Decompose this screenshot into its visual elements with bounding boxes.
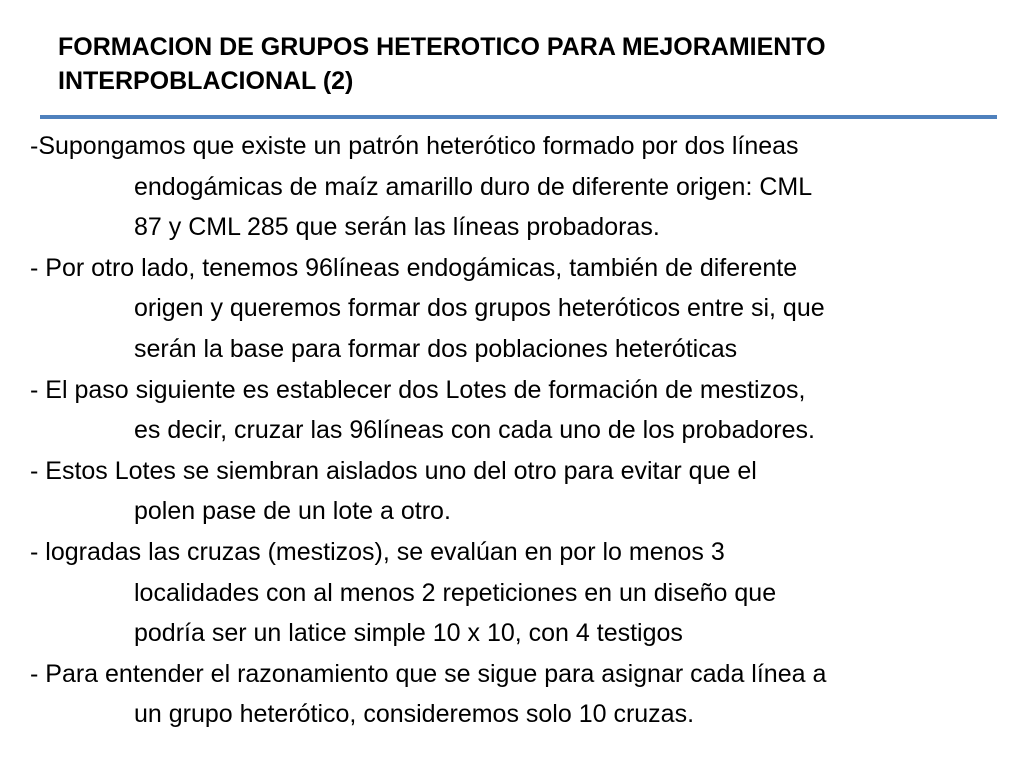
bullet-paragraph <box>30 532 1015 654</box>
bullet-continuation: un grupo heterótico, consideremos solo 10 cruzas. <box>134 700 695 729</box>
bullet-continuation: localidades con al menos 2 repeticiones en un diseño que <box>134 578 777 607</box>
bullet-continuation: endogámicas de maíz amarillo duro de diferente origen: CML <box>134 172 813 201</box>
bullet-paragraph <box>30 654 1015 735</box>
bullet-continuation: 87 y CML 285 que serán las líneas probadoras. <box>134 213 660 242</box>
bullet-continuation: serán la base para formar dos poblaciones heteróticas <box>134 334 738 363</box>
bullet-line: - Por otro lado, tenemos 96líneas endogámicas, también de diferente <box>30 253 798 282</box>
bullet-paragraph <box>30 248 1015 370</box>
bullet-paragraph <box>30 370 1015 451</box>
title-divider <box>40 115 997 119</box>
bullet-line: - logradas las cruzas (mestizos), se evalúan en por lo menos 3 <box>30 537 725 566</box>
bullet-continuation: polen pase de un lote a otro. <box>134 497 451 526</box>
bullet-paragraph <box>30 126 1015 248</box>
bullet-continuation: origen y queremos formar dos grupos heteróticos entre si, que <box>134 294 825 323</box>
bullet-line: - El paso siguiente es establecer dos Lotes de formación de mestizos, <box>30 375 806 404</box>
slide-title <box>58 30 988 98</box>
bullet-line: - Para entender el razonamiento que se sigue para asignar cada línea a <box>30 659 827 688</box>
bullet-paragraph <box>30 451 1015 532</box>
title-line: INTERPOBLACIONAL (2) <box>58 67 354 95</box>
bullet-line: -Supongamos que existe un patrón heterótico formado por dos líneas <box>30 132 799 160</box>
bullet-line: - Estos Lotes se siembran aislados uno del otro para evitar que el <box>30 456 757 485</box>
bullet-continuation: podría ser un latice simple 10 x 10, con 4 testigos <box>134 619 683 648</box>
slide-body <box>30 126 1015 735</box>
bullet-continuation: es decir, cruzar las 96líneas con cada uno de los probadores. <box>134 416 815 445</box>
title-line: FORMACION DE GRUPOS HETEROTICO PARA MEJORAMIENTO <box>58 33 826 61</box>
